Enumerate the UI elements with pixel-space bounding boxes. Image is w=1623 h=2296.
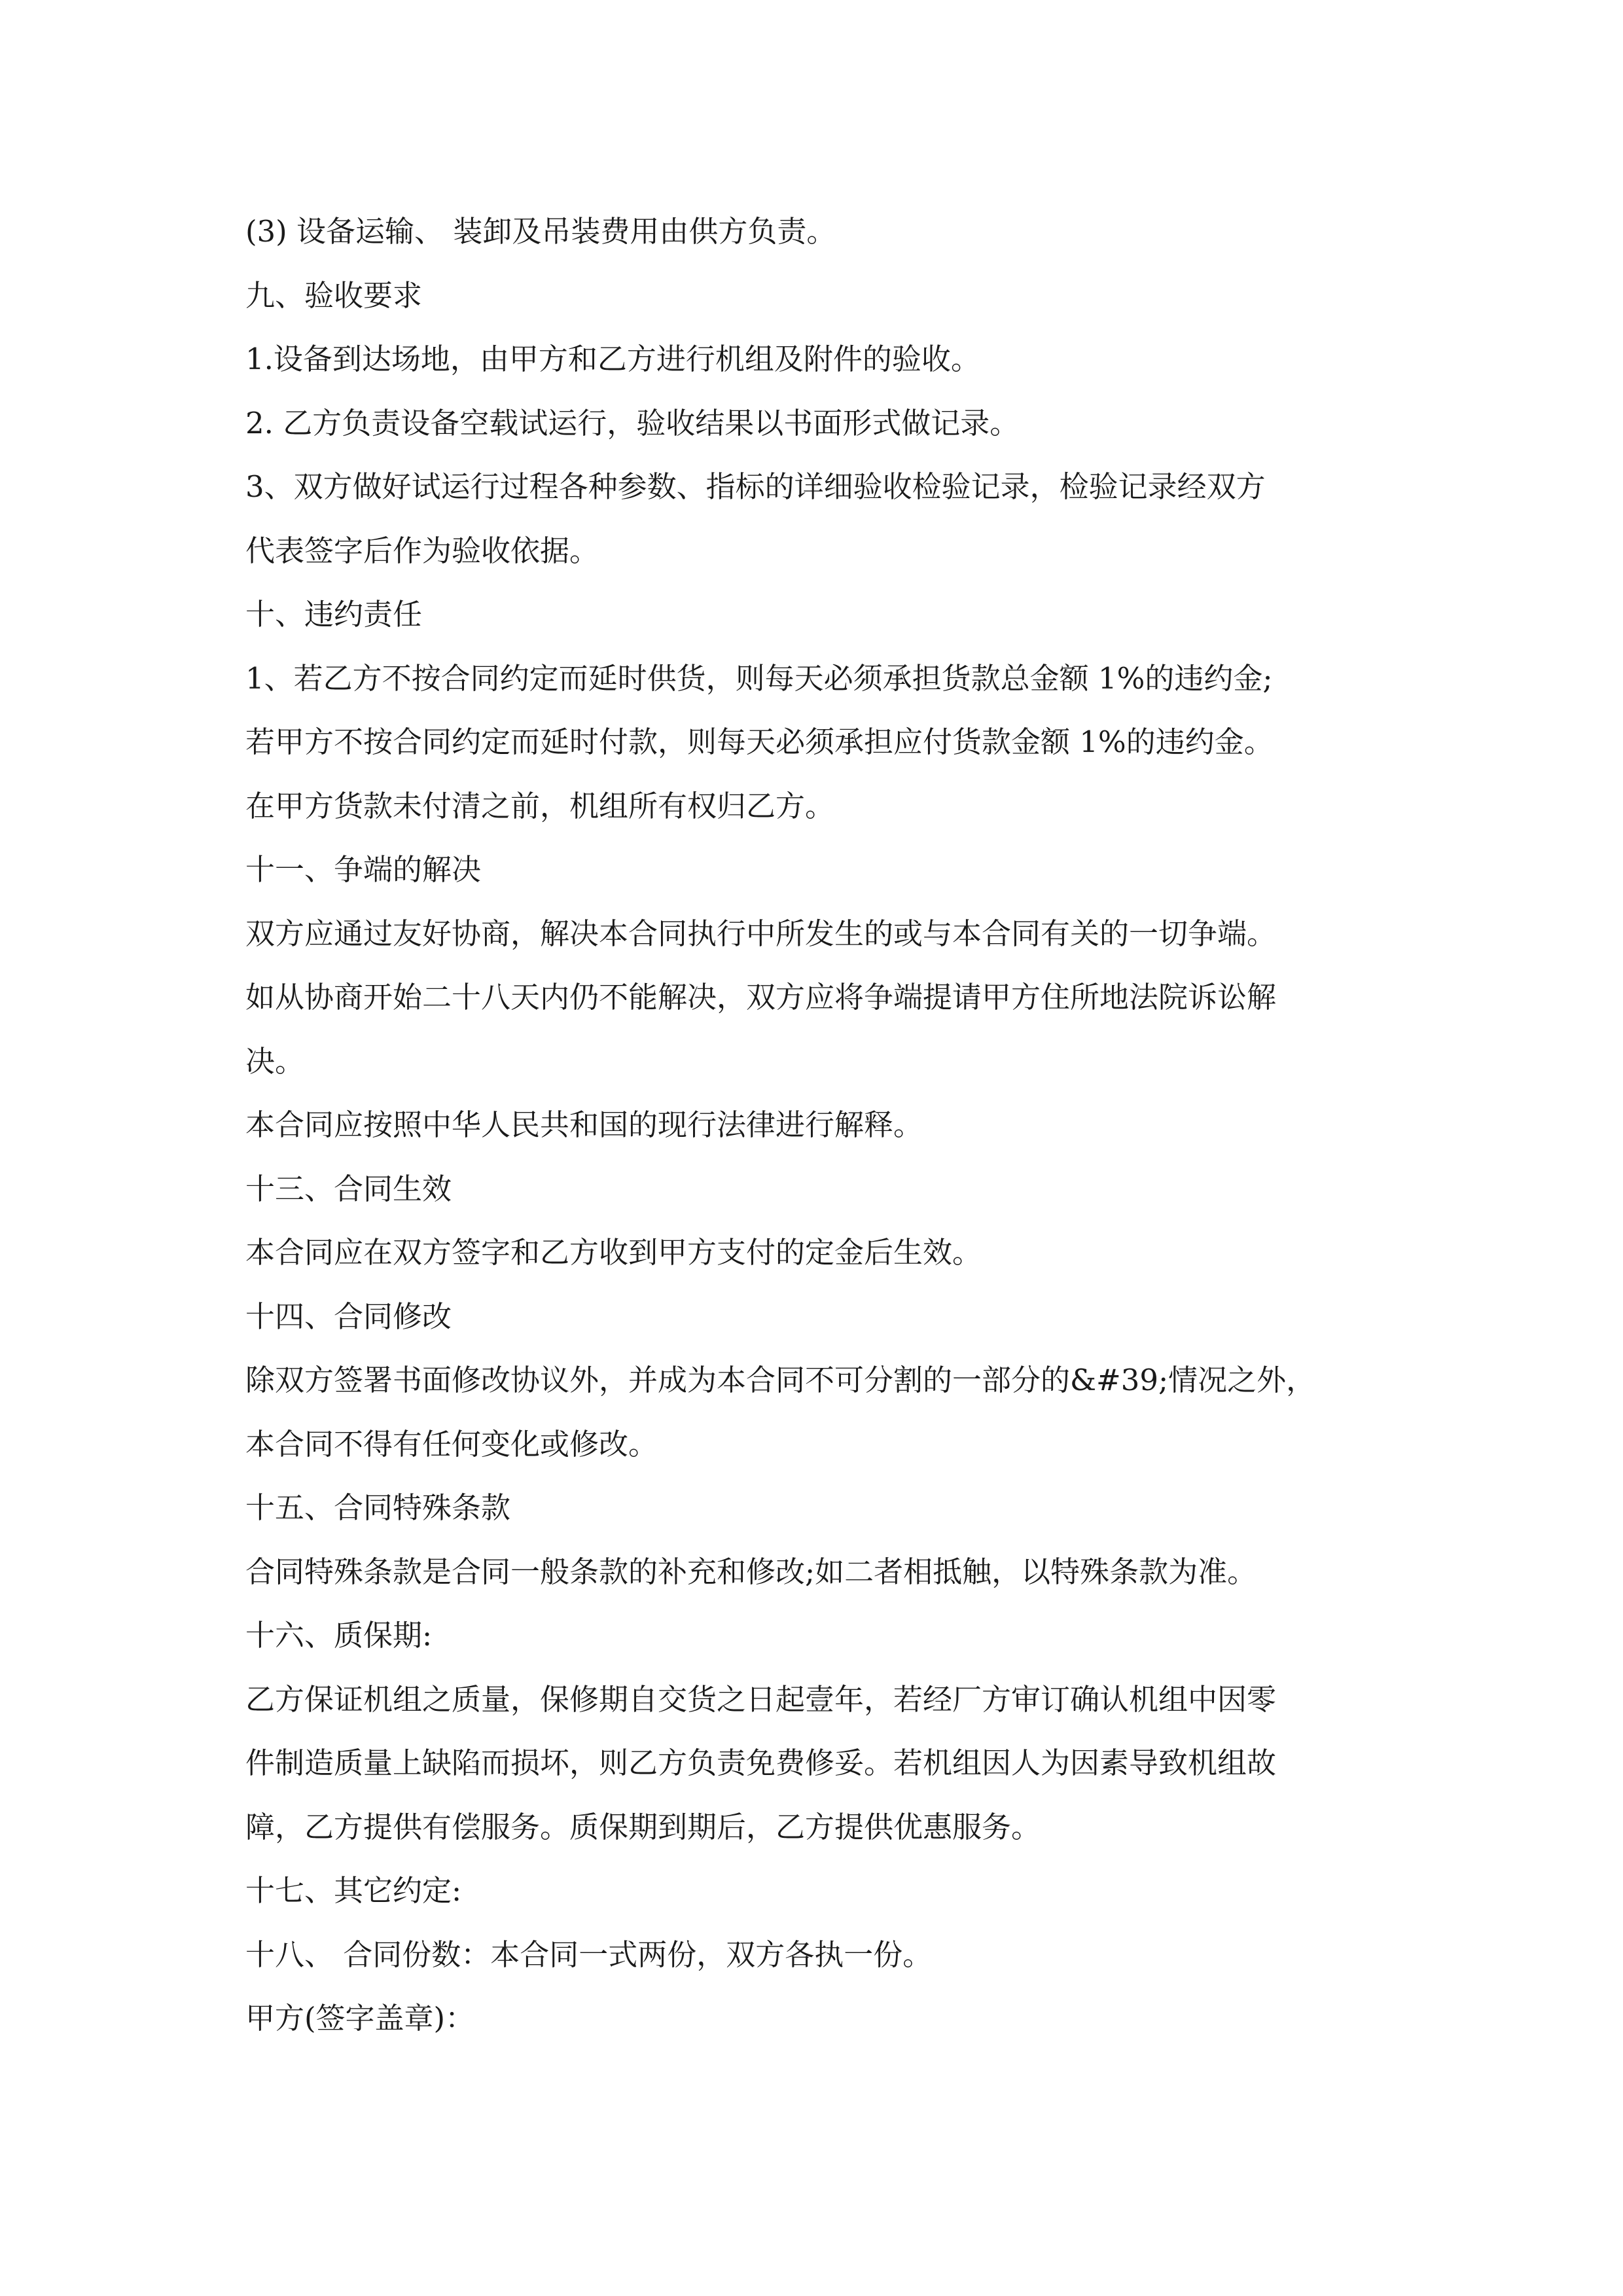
- warranty-text-2: 件制造质量上缺陷而损坏，则乙方负责免费修妥。若机组因人为因素导致机组故: [245, 1746, 1277, 1780]
- governing-law-text: 本合同应按照中华人民共和国的现行法律进行解释。: [245, 1107, 923, 1142]
- document-body: [245, 200, 1397, 2051]
- disputes-text-1: 双方应通过友好协商，解决本合同执行中所发生的或与本合同有关的一切争端。: [245, 916, 1277, 951]
- acceptance-item-3-cont: 代表签字后作为验收依据。: [245, 533, 599, 568]
- liability-ownership: 在甲方货款未付清之前，机组所有权归乙方。: [245, 788, 835, 823]
- special-terms-text: 合同特殊条款是合同一般条款的补充和修改;如二者相抵触，以特殊条款为准。: [245, 1554, 1257, 1589]
- acceptance-item-2: 2. 乙方负责设备空载试运行，验收结果以书面形式做记录。: [245, 405, 1020, 440]
- acceptance-item-3: 3、双方做好试运行过程各种参数、指标的详细验收检验记录，检验记录经双方: [245, 469, 1266, 504]
- section-heading-liability: 十、违约责任: [245, 597, 423, 632]
- section-heading-disputes: 十一、争端的解决: [245, 852, 482, 887]
- effectiveness-text: 本合同应在双方签字和乙方收到甲方支付的定金后生效。: [245, 1235, 982, 1270]
- section-heading-copies: 十八、 合同份数：本合同一式两份，双方各执一份。: [245, 1937, 933, 1972]
- section-heading-amendment: 十四、合同修改: [245, 1299, 452, 1334]
- section-heading-warranty: 十六、质保期:: [245, 1618, 433, 1653]
- disputes-text-2: 如从协商开始二十八天内仍不能解决，双方应将争端提请甲方住所地法院诉讼解: [245, 980, 1277, 1014]
- section-heading-special-terms: 十五、合同特殊条款: [245, 1490, 511, 1525]
- clause-9-item-3: (3) 设备运输、 装卸及吊装费用由供方负责。: [245, 214, 836, 249]
- liability-item-1: 1、若乙方不按合同约定而延时供货，则每天必须承担货款总金额 1%的违约金;: [245, 660, 1273, 696]
- warranty-text-3: 障，乙方提供有偿服务。质保期到期后，乙方提供优惠服务。: [245, 1809, 1041, 1844]
- party-a-signature-label: 甲方(签字盖章)：: [245, 2001, 475, 2036]
- section-heading-effectiveness: 十三、合同生效: [245, 1171, 452, 1206]
- liability-item-1-cont: 若甲方不按合同约定而延时付款，则每天必须承担应付货款金额 1%的违约金。: [245, 725, 1274, 759]
- section-heading-acceptance: 九、验收要求: [245, 278, 423, 313]
- disputes-text-3: 决。: [245, 1043, 305, 1079]
- amendment-text-1: 除双方签署书面修改协议外，并成为本合同不可分割的一部分的&#39;情况之外，: [245, 1363, 1316, 1397]
- section-heading-other: 十七、其它约定:: [245, 1873, 462, 1908]
- acceptance-item-1: 1.设备到达场地，由甲方和乙方进行机组及附件的验收。: [245, 342, 980, 376]
- warranty-text-1: 乙方保证机组之质量，保修期自交货之日起壹年，若经厂方审订确认机组中因零: [245, 1681, 1277, 1717]
- amendment-text-2: 本合同不得有任何变化或修改。: [245, 1426, 658, 1462]
